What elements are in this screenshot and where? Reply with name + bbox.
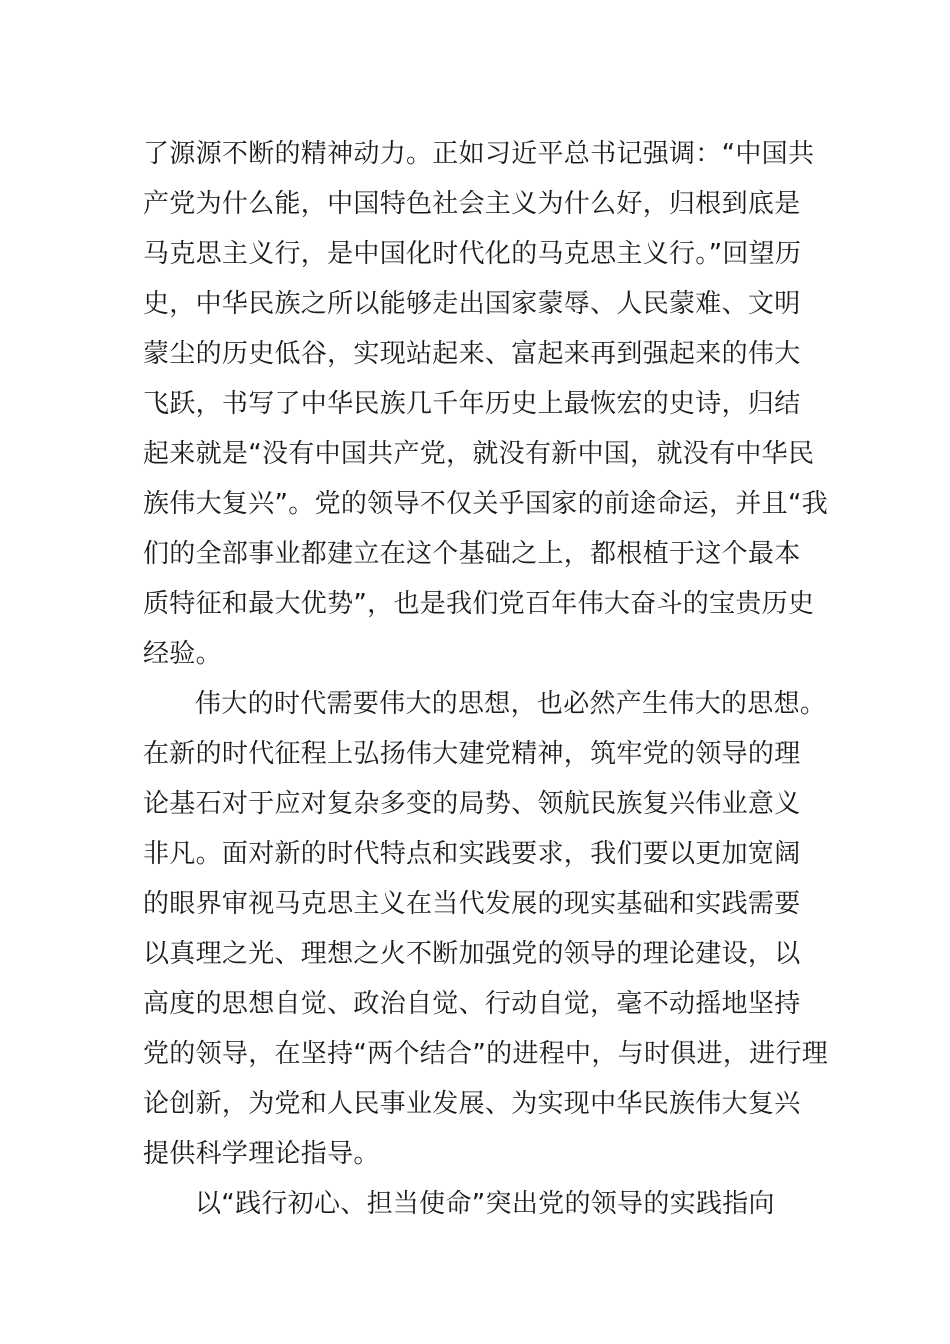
paragraph-1-line: 起来就是“没有中国共产党，就没有新中国，就没有中华民 (143, 439, 815, 469)
paragraph-1-line: 质特征和最大优势”，也是我们党百年伟大奋斗的宝贵历史 (143, 589, 815, 619)
paragraph-2-line: 的眼界审视马克思主义在当代发展的现实基础和实践需要 (143, 889, 801, 919)
paragraph-1-line: 了源源不断的精神动力。正如习近平总书记强调：“中国共 (143, 139, 815, 169)
paragraph-1-line: 经验。 (143, 639, 222, 669)
paragraph-2-line: 在新的时代征程上弘扬伟大建党精神，筑牢党的领导的理 (143, 739, 801, 769)
paragraph-2-line: 伟大的时代需要伟大的思想，也必然产生伟大的思想。 (195, 689, 827, 719)
paragraph-2-line: 党的领导，在坚持“两个结合”的进程中，与时俱进，进行理 (143, 1039, 829, 1069)
paragraph-1-line: 马克思主义行，是中国化时代化的马克思主义行。”回望历 (143, 239, 802, 269)
paragraph-1-line: 族伟大复兴”。党的领导不仅关乎国家的前途命运，并且“我 (143, 489, 829, 519)
paragraph-1-line: 产党为什么能，中国特色社会主义为什么好，归根到底是 (143, 189, 801, 219)
paragraph-1-line: 蒙尘的历史低谷，实现站起来、富起来再到强起来的伟大 (143, 339, 801, 369)
paragraph-2-line: 论基石对于应对复杂多变的局势、领航民族复兴伟业意义 (143, 789, 801, 819)
paragraph-1-line: 飞跃，书写了中华民族几千年历史上最恢宏的史诗，归结 (143, 389, 801, 419)
paragraph-2-line: 提供科学理论指导。 (143, 1139, 380, 1169)
section-heading: 以“践行初心、担当使命”突出党的领导的实践指向 (195, 1189, 775, 1219)
paragraph-2-line: 论创新，为党和人民事业发展、为实现中华民族伟大复兴 (143, 1089, 801, 1119)
paragraph-2-line: 以真理之光、理想之火不断加强党的领导的理论建设，以 (143, 939, 801, 969)
paragraph-1-line: 们的全部事业都建立在这个基础之上，都根植于这个最本 (143, 539, 801, 569)
paragraph-1-line: 史，中华民族之所以能够走出国家蒙辱、人民蒙难、文明 (143, 289, 801, 319)
paragraph-2-line: 非凡。面对新的时代特点和实践要求，我们要以更加宽阔 (143, 839, 801, 869)
paragraph-2-line: 高度的思想自觉、政治自觉、行动自觉，毫不动摇地坚持 (143, 989, 801, 1019)
